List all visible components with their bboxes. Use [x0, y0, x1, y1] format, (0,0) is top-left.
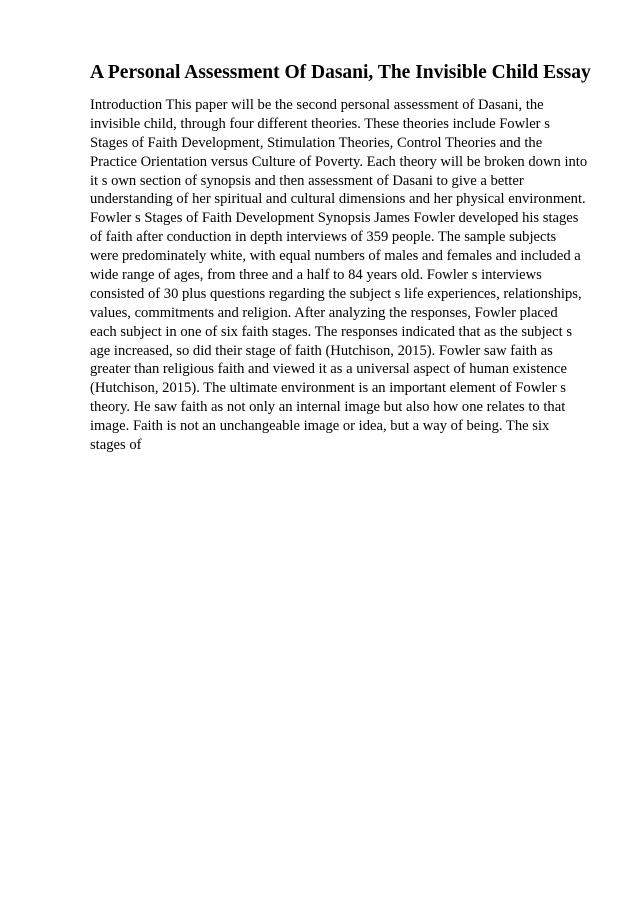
- body-line: stages of: [90, 437, 142, 454]
- document-title: A Personal Assessment Of Dasani, The Invisible Child Essay: [90, 62, 591, 83]
- body-line: theory. He saw faith as not only an internal image but also how one relates to that: [90, 399, 566, 416]
- body-line: Fowler s Stages of Faith Development Synopsis James Fowler developed his stages: [90, 210, 579, 227]
- body-line: understanding of her spiritual and cultural dimensions and her physical environment.: [90, 191, 586, 208]
- body-line: image. Faith is not an unchangeable image or idea, but a way of being. The six: [90, 418, 550, 435]
- body-line: Practice Orientation versus Culture of Poverty. Each theory will be broken down into: [90, 153, 588, 170]
- body-line: (Hutchison, 2015). The ultimate environment is an important element of Fowler s: [90, 380, 566, 397]
- essay-body: [90, 96, 600, 455]
- body-line: were predominately white, with equal numbers of males and females and included a: [90, 248, 581, 265]
- body-line: greater than religious faith and viewed it as a universal aspect of human existence: [90, 361, 567, 378]
- body-line: Introduction This paper will be the second personal assessment of Dasani, the: [90, 97, 544, 113]
- body-line: values, commitments and religion. After analyzing the responses, Fowler placed: [90, 304, 558, 321]
- body-line: of faith after conduction in depth interviews of 359 people. The sample subjects: [90, 229, 557, 246]
- body-line: Stages of Faith Development, Stimulation Theories, Control Theories and the: [90, 134, 543, 151]
- body-line: invisible child, through four different theories. These theories include Fowler s: [90, 115, 550, 132]
- body-line: age increased, so did their stage of faith (Hutchison, 2015). Fowler saw faith as: [90, 342, 553, 359]
- body-line: each subject in one of six faith stages. The responses indicated that as the subject s: [90, 323, 572, 340]
- body-line: wide range of ages, from three and a half to 84 years old. Fowler s interviews: [90, 267, 542, 284]
- body-line: consisted of 30 plus questions regarding the subject s life experiences, relationships,: [90, 285, 582, 302]
- body-line: it s own section of synopsis and then assessment of Dasani to give a better: [90, 172, 524, 189]
